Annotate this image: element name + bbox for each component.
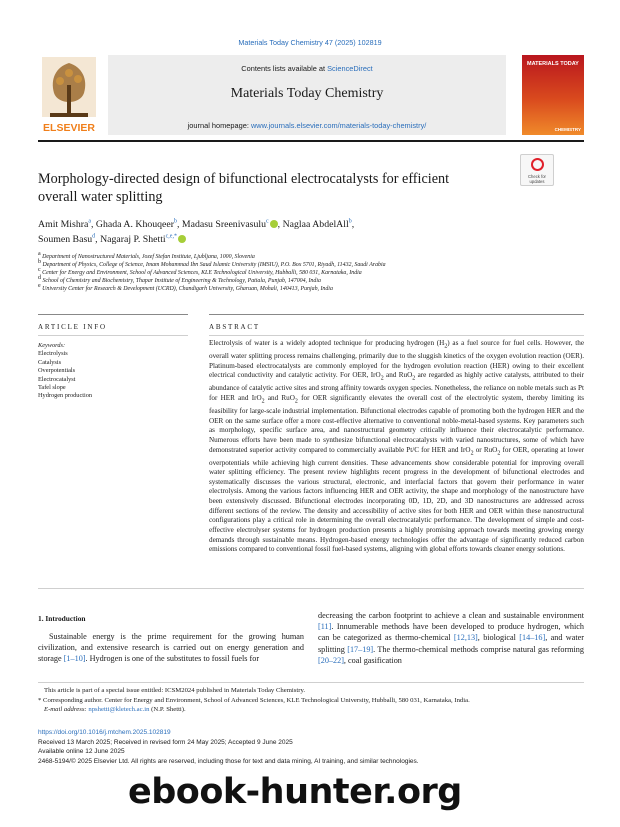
author-name[interactable]: Soumen Basu — [38, 234, 93, 245]
title-line-2: overall water splitting — [38, 189, 163, 205]
keyword-item: Overpotentials — [38, 367, 76, 375]
abstract-text: Electrolysis of water is a widely adopted technique for producing hydrogen $(H_2)$ as a fuel source for fuel cells. However, the overall water splitting process remains challenging, primarily due to the sluggish kinetics of the oxygen evolution reaction (OER). Platinum-based electrocatalysts are commonly employed for the hydrogen evolution reaction (HER) owing to their excellent electrical conductivity and catalytic activity. For OER, IrO$_2$ and RuO$_2$ are regarded as highly active catalysts, attributed to their abundance of catalytic active sites and strong affinity towards oxygen species. Nonetheless, the reliance on noble metals such as Pt for HER and IrO$_2$ and RuO$_2$ for OER significantly elevates the overall cost of the electrolytic system, thereby limiting its feasibility for large-scale industrial implementation. Bifunctional electrodes capable of promoting both the hydrogen HER and the OER on the same surface offer a more cost-effective alternative to conventional noble-metal-based systems. Key parameters such as morphology, specific surface area, and nanostructural geometry critically influence their electrocatalytic performance. Numerous efforts have been made to synthesize bifunctional electrocatalysts with varied nanostructures, some of which have demonstrated superior activity compared to commercially available Pt/C for HER and IrO$_2$ or RuO$_2$ for OER, operating at lower overpotentials while achieving high current densities. These advancements show considerable potential for improving overall water splitting efficiency. The present review highlights recent progress in the development of bifunctional electrodes and systematically discusses the various structural, electronic, and interfacial factors that govern their performance in water electrolysis. Among the various factors influencing HER and OER activity, the shape and morphology of the nanostructure have been extensively discussed. Bifunctional electrodes incorporating 0D, 1D, 2D, and 3D nanostructures are addressed across different sections of the review. The density and accessibility of active sites for both HER and OER within these nanostructural configurations play a critical role in determining the overall electrocatalytic performance. The development of simple and cost-effective electrolyser systems for hydrogen production presents a highly promising approach towards meeting growing energy demands through sustainable means. Hydrogen-based energy technologies offer the advantage of significantly reduced carbon emissions compared to conventional fossil fuel-based systems, aligning with global efforts towards cleaner energy solutions. — [209, 339, 585, 554]
doi-link[interactable]: https://doi.org/10.1016/j.mtchem.2025.102819 — [38, 729, 171, 736]
abstract-bottom-rule — [38, 588, 584, 589]
affiliation-item: $^d$ School of Chemistry and Biochemistry, Thapar Institute of Engineering & Technology, Patiala, Punjab, 147004, India — [38, 275, 321, 285]
check-updates-label: Check for updates — [528, 174, 546, 184]
journal-cover-thumbnail[interactable] — [522, 55, 584, 135]
contents-prefix: Contents lists available at — [241, 64, 328, 73]
check-for-updates-badge[interactable] — [520, 154, 554, 186]
copyright-line: 2468-5194/© 2025 Elsevier Ltd. All rights are reserved, including those for text and data mining, AI training, and similar technologies. — [38, 758, 419, 766]
author-name[interactable]: Nagaraj P. Shetti — [100, 234, 166, 245]
homepage-line — [108, 121, 506, 130]
elsevier-wordmark: ELSEVIER — [43, 122, 95, 134]
author-list: Amit Mishra$^a$, Ghada A. Khouqeer$^b$, Madasu Sreenivasulu$^c$ , Naglaa AbdelAll$^b$, Soumen Basu$^d$, Nagaraj P. Shetti$^{c,e,*}$ — [38, 218, 355, 245]
author-name[interactable]: Ghada A. Khouqeer — [95, 219, 175, 230]
masthead-center — [108, 55, 506, 135]
footnotes — [38, 686, 584, 715]
cover-subtitle: CHEMISTRY — [554, 127, 581, 132]
citation-link[interactable]: [17–19] — [347, 644, 374, 654]
email-note: E-mail address: npshetti@kletech.ac.in (N.P. Shetti). — [44, 706, 186, 714]
citation-link[interactable]: [20–22] — [318, 655, 344, 665]
abstract-subrule — [209, 335, 584, 336]
article-info-subrule — [38, 335, 188, 336]
introduction-left-column: Sustainable energy is the prime requirement for the growing human civilization, and extensive research is carried out on energy generation and storage [1–10]. Hydrogen is one of the substitutes to fossil fuels for — [38, 632, 304, 664]
keyword-item: Hydrogen production — [38, 392, 93, 400]
author-affiliation-mark[interactable]: a — [88, 218, 92, 225]
abstract-rule — [209, 314, 584, 315]
elsevier-logo[interactable] — [38, 55, 100, 135]
affiliations — [38, 253, 584, 293]
author-affiliation-mark[interactable]: c — [266, 218, 269, 225]
sciencedirect-link[interactable]: ScienceDirect — [327, 64, 373, 73]
citation-link[interactable]: [12,13] — [453, 633, 478, 643]
keyword-item: Catalysis — [38, 358, 62, 366]
contents-line — [108, 64, 506, 73]
keyword-item: Tafel slope — [38, 384, 66, 392]
email-link[interactable]: npshetti@kletech.ac.in — [88, 706, 150, 714]
publication-info — [38, 728, 584, 767]
received-dates: Received 13 March 2025; Received in revised form 24 May 2025; Accepted 9 June 2025 — [38, 738, 293, 746]
affiliation-item: $^e$ University Center for Research & Development (UCRD), Chandigarh University, Gharuan, Mohali, 140413, Punjab, India — [38, 283, 333, 293]
keywords-label: Keywords: — [38, 342, 66, 349]
author-affiliation-mark[interactable]: d — [92, 233, 96, 240]
homepage-prefix: journal homepage: — [187, 121, 251, 130]
affiliation-item: $^c$ Center for Energy and Environment, School of Advanced Sciences, KLE Technological University, Hubballi, 580 031, Karnataka, India — [38, 267, 362, 277]
cover-title: MATERIALS TODAY — [527, 61, 579, 67]
introduction-right-column: decreasing the carbon footprint to achieve a clean and sustainable environment [11]. Innumerable methods have been developed to produce hydrogen, which can be categorized as thermo-chemical [12,13], biological [14–16], and water splitting [17–19]. The thermo-chemical methods comprise natural gas reforming [20–22], coal gasification — [318, 611, 584, 665]
abstract-heading: ABSTRACT — [209, 323, 260, 331]
corresponding-author-note: * Corresponding author. Center for Energy and Environment, School of Advanced Sciences, KLE Technological University, Hubballi, 580 031, Karnataka, India. — [38, 696, 470, 704]
journal-title: Materials Today Chemistry — [230, 86, 384, 101]
keyword-item: Electrocatalyst — [38, 375, 76, 383]
masthead — [38, 55, 584, 135]
available-online: Available online 12 June 2025 — [38, 748, 125, 756]
author-affiliation-mark[interactable]: b — [348, 218, 352, 225]
article-info-heading: ARTICLE INFO — [38, 323, 107, 331]
author-affiliation-mark[interactable]: b — [174, 218, 178, 225]
orcid-icon[interactable] — [178, 235, 186, 243]
article-info-rule — [38, 314, 188, 315]
homepage-link[interactable]: www.journals.elsevier.com/materials-today-chemistry/ — [250, 121, 427, 130]
article-title — [38, 170, 498, 206]
keywords-block — [38, 342, 188, 401]
special-issue-note: This article is part of a special issue entitled: ICSM2024 published in Materials Today Chemistry. — [44, 687, 306, 694]
orcid-icon[interactable] — [270, 220, 278, 228]
watermark-text: ebook-hunter.org — [128, 772, 462, 812]
affiliation-item: $^b$ Department of Physics, College of Science, Imam Mohammad Ibn Saud Islamic University (IMSIU), P.O. Box 5701, Riyadh, 11432, Saudi Arabia — [38, 259, 386, 269]
check-updates-icon — [531, 158, 544, 171]
title-line-1: Morphology-directed design of bifunctional electrocatalysts for efficient — [38, 171, 450, 187]
masthead-rule — [38, 140, 584, 142]
author-name[interactable]: Madasu Sreenivasulu — [181, 219, 266, 230]
affiliation-item: $^a$ Department of Nanostructured Materials, Jozef Stefan Institute, Ljubljana, 1000, Slovenia — [38, 251, 255, 260]
journal-reference[interactable]: Materials Today Chemistry 47 (2025) 102819 — [238, 38, 382, 47]
citation-link[interactable]: [11] — [318, 622, 332, 632]
author-name[interactable]: Naglaa AbdelAll — [282, 219, 349, 230]
keyword-item: Electrolysis — [38, 350, 68, 358]
citation-link[interactable]: [1–10] — [63, 654, 86, 664]
introduction-heading: 1. Introduction — [38, 614, 86, 623]
author-name[interactable]: Amit Mishra — [38, 219, 89, 230]
citation-link[interactable]: [14–16] — [519, 633, 546, 643]
footnote-rule — [38, 682, 584, 683]
author-affiliation-mark[interactable]: c,e,* — [165, 233, 177, 240]
